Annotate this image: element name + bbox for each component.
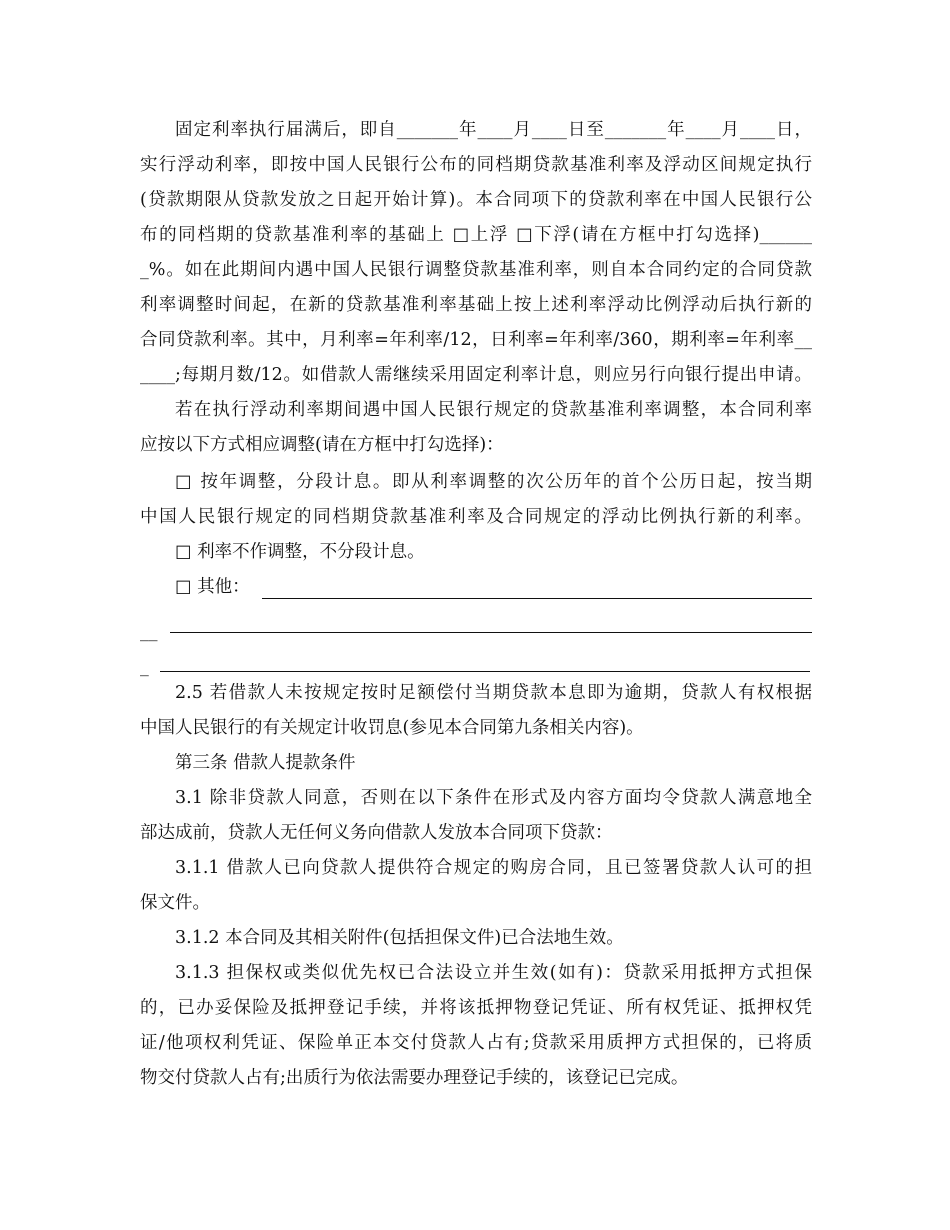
- text-line: 第三条 借款人提款条件: [175, 753, 356, 773]
- text-line: 布的同档期的贷款基准利率的基础上 □上浮 □下浮(请在方框中打勾选择)______: [140, 225, 812, 245]
- blank-fill-line: [170, 632, 812, 633]
- text-line: □ 其他：: [175, 577, 250, 597]
- text-line: □ 按年调整，分段计息。即从利率调整的次公历年的首个公历日起，按当期: [175, 472, 812, 492]
- text-line: 证/他项权利凭证、保险单正本交付贷款人占有;贷款采用质押方式担保的，已将质: [140, 1033, 812, 1053]
- text-line: 3.1.3 担保权或类似优先权已合法设立并生效(如有)：贷款采用抵押方式担保: [175, 963, 812, 983]
- text-line: 的，已办妥保险及抵押登记手续，并将该抵押物登记凭证、所有权凭证、抵押权凭: [140, 998, 812, 1018]
- text-line: 物交付贷款人占有;出质行为依法需要办理登记手续的，该登记已完成。: [140, 1068, 689, 1088]
- text-line: 若在执行浮动利率期间遇中国人民银行规定的贷款基准利率调整，本合同利率: [175, 400, 812, 420]
- text-line: 2.5 若借款人未按规定按时足额偿付当期贷款本息即为逾期，贷款人有权根据: [175, 683, 812, 703]
- text-line: 中国人民银行规定的同档期贷款基准利率及合同规定的浮动比例执行新的利率。: [140, 507, 812, 527]
- text-line: 保文件。: [140, 893, 210, 913]
- text-line: 实行浮动利率，即按中国人民银行公布的同档期贷款基准利率及浮动区间规定执行: [140, 155, 812, 175]
- text-line: 中国人民银行的有关规定计收罚息(参见本合同第九条相关内容)。: [140, 718, 644, 738]
- text-line: 合同贷款利率。其中，月利率=年利率/12，日利率=年利率/360，期利率=年利率__: [140, 330, 812, 350]
- text-line: __: [140, 622, 158, 642]
- blank-fill-line: [262, 598, 812, 599]
- text-line: 3.1.2 本合同及其相关附件(包括担保文件)已合法地生效。: [175, 928, 624, 948]
- text-line: 利率调整时间起，在新的贷款基准利率基础上按上述利率浮动比例浮动后执行新的: [140, 295, 812, 315]
- text-line: 固定利率执行届满后，即自_______年____月____日至_______年____月____日，: [175, 120, 812, 140]
- text-line: ____;每期月数/12。如借款人需继续采用固定利率计息，则应另行向银行提出申请。: [140, 365, 812, 385]
- text-line: (贷款期限从贷款发放之日起开始计算)。本合同项下的贷款利率在中国人民银行公: [140, 190, 812, 210]
- text-line: □ 利率不作调整，不分段计息。: [175, 542, 425, 562]
- text-line: 应按以下方式相应调整(请在方框中打勾选择)：: [140, 435, 504, 455]
- blank-fill-line: [160, 671, 810, 672]
- text-line: _: [140, 657, 149, 677]
- text-line: 部达成前，贷款人无任何义务向借款人发放本合同项下贷款：: [140, 823, 613, 843]
- text-line: 3.1 除非贷款人同意，否则在以下条件在形式及内容方面均令贷款人满意地全: [175, 788, 812, 808]
- text-line: _%。如在此期间内遇中国人民银行调整贷款基准利率，则自本合同约定的合同贷款: [140, 260, 812, 280]
- text-line: 3.1.1 借款人已向贷款人提供符合规定的购房合同，且已签署贷款人认可的担: [175, 858, 812, 878]
